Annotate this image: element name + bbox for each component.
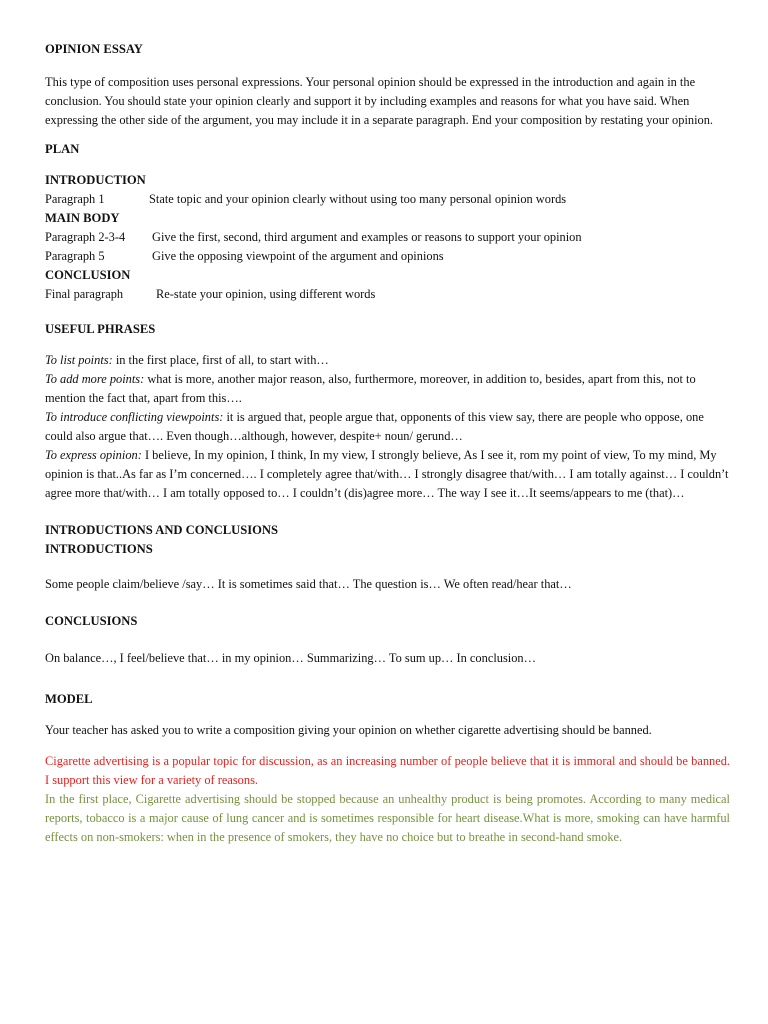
model-green-paragraph: In the first place, Cigarette advertising should be stopped because an unhealthy product is being promotes. According to many medical reports, tobacco is a major cause of lung cancer and is sometimes responsible for heart disease.What is more, smoking can have harmful effects on non-smokers: when in the presence of smokers, they have no choice but to breathe in second-hand smoke. bbox=[45, 792, 730, 844]
phrase-label: To introduce conflicting viewpoints: bbox=[45, 410, 224, 424]
phrases-list-points bbox=[45, 351, 730, 370]
introduction-heading: INTRODUCTION bbox=[45, 173, 146, 187]
phrase-text: I believe, In my opinion, I think, In my view, I strongly believe, As I see it, rom my point of view, To my mind, My opinion is that..As far as I’m concerned…. I completely agree that/with… I strongly disagree that/with… I am totally against… I couldn’t agree more that/with… I am totally opposed to… I couldn’t (dis)agree more… The way I see it…It seems/appears to me (that)… bbox=[45, 448, 729, 500]
plan-row-paragraph-5 bbox=[45, 247, 730, 266]
introductions-text: Some people claim/believe /say… It is sometimes said that… The question is… We often read/hear that… bbox=[45, 577, 572, 591]
plan-text: Give the first, second, third argument and examples or reasons to support your opinion bbox=[152, 230, 582, 244]
model-heading: MODEL bbox=[45, 692, 93, 706]
model-task: Your teacher has asked you to write a composition giving your opinion on whether cigarette advertising should be banned. bbox=[45, 723, 652, 737]
conclusions-heading: CONCLUSIONS bbox=[45, 614, 138, 628]
plan-label: Paragraph 1 bbox=[45, 192, 105, 206]
opinion-essay-heading: OPINION ESSAY bbox=[45, 42, 143, 56]
conclusions-text: On balance…, I feel/believe that… in my opinion… Summarizing… To sum up… In conclusion… bbox=[45, 651, 536, 665]
phrase-label: To list points: bbox=[45, 353, 113, 367]
model-red-paragraph: Cigarette advertising is a popular topic for discussion, as an increasing number of people believe that it is immoral and should be banned. I support this view for a variety of reasons. bbox=[45, 754, 730, 787]
plan-row-paragraph-1 bbox=[45, 190, 730, 209]
document-page bbox=[45, 40, 730, 847]
plan-text: Re-state your opinion, using different words bbox=[156, 287, 376, 301]
plan-label: Final paragraph bbox=[45, 287, 124, 301]
phrase-text: what is more, another major reason, also, furthermore, moreover, in addition to, besides, apart from this, not to mention the fact that, apart from this…. bbox=[45, 372, 696, 405]
plan-label: Paragraph 5 bbox=[45, 249, 105, 263]
intro-paragraph: This type of composition uses personal expressions. Your personal opinion should be expressed in the introduction and again in the conclusion. You should state your opinion clearly and support it by including examples and reasons for what you have said. When expressing the other side of the argument, you may include it in a separate paragraph. End your composition by restating your opinion. bbox=[45, 75, 714, 127]
plan-label: Paragraph 2-3-4 bbox=[45, 230, 126, 244]
plan-text: Give the opposing viewpoint of the argument and opinions bbox=[152, 249, 444, 263]
introductions-heading: INTRODUCTIONS bbox=[45, 542, 153, 556]
plan-text: State topic and your opinion clearly without using too many personal opinion words bbox=[149, 192, 567, 206]
phrases-express-opinion bbox=[45, 446, 730, 503]
useful-phrases-heading: USEFUL PHRASES bbox=[45, 322, 156, 336]
main-body-heading: MAIN BODY bbox=[45, 211, 120, 225]
phrases-conflicting-viewpoints bbox=[45, 408, 730, 446]
plan-row-final-paragraph bbox=[45, 285, 730, 304]
phrase-text: in the first place, first of all, to start with… bbox=[112, 353, 329, 367]
plan-heading: PLAN bbox=[45, 142, 80, 156]
phrase-label: To add more points: bbox=[45, 372, 145, 386]
conclusion-heading: CONCLUSION bbox=[45, 268, 131, 282]
phrases-add-points bbox=[45, 370, 730, 408]
phrase-label: To express opinion: bbox=[45, 448, 142, 462]
phrase-text: it is argued that, people argue that, opponents of this view say, there are people who oppose, one could also argue that…. Even though…although, however, despite+ noun/ gerund… bbox=[45, 410, 704, 443]
intro-and-conclusions-heading: INTRODUCTIONS AND CONCLUSIONS bbox=[45, 523, 279, 537]
plan-row-paragraph-2-3-4 bbox=[45, 228, 730, 247]
